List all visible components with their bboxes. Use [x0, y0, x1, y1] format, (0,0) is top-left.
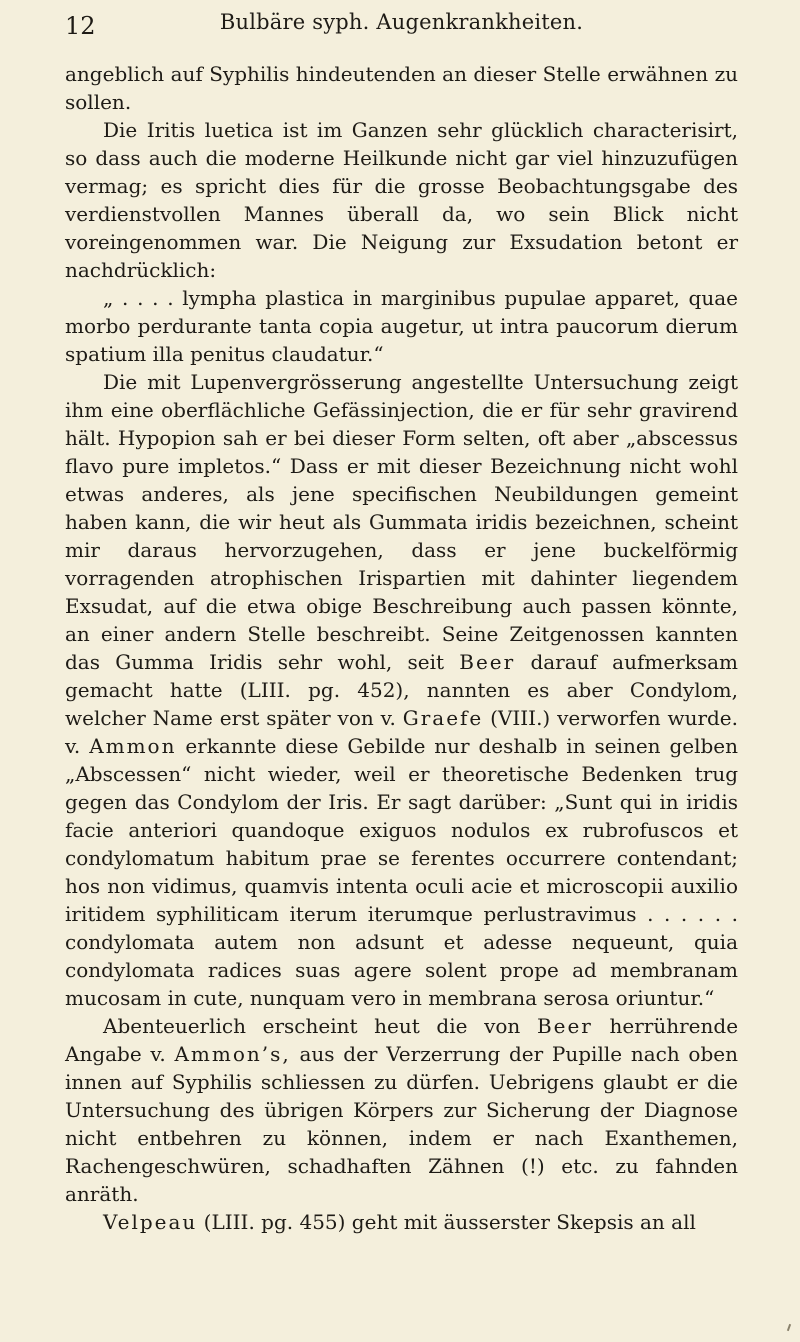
author-name: Ammon’s, [174, 1042, 291, 1066]
text-segment: Die mit Lupenvergrösserung angestellte Untersuchung zeigt ihm eine oberflächliche Gefässinjection, die er für sehr gravirend hält. Hypopion sah er bei dieser Form selten, oft aber „abscessus flavo pure impletos.“ Dass er mit dieser Bezeichnung nicht wohl etwas anderes, als jene specifischen Neubildungen gemeint haben kann, die wir heut als Gummata iridis bezeichnen, scheint mir daraus hervorzugehen, dass er jene buckelförmig vorragenden atrophischen Irispartien mit dahinter liegendem Exsudat, auf die etwa obige Beschreibung auch passen könnte, an einer andern Stelle beschreibt. Seine Zeitgenossen kannten das Gumma Iridis sehr wohl, seit [65, 370, 738, 674]
author-name: Graefe [402, 706, 484, 730]
paragraph-iritis: Die Iritis luetica ist im Ganzen sehr glücklich characterisirt, so dass auch die moderne Heilkunde nicht gar viel hinzuzufügen vermag; es spricht dies für die grosse Beobachtungsgabe des verdienstvollen Mannes überall da, wo sein Blick nicht voreingenommen war. Die Neigung zur Exsudation betont er nachdrücklich: [65, 118, 738, 282]
paragraph-velpeau [65, 1208, 738, 1236]
author-name: Beer [536, 1014, 593, 1038]
author-name: Ammon [89, 734, 177, 758]
text-segment: Abenteuerlich erscheint heut die von [103, 1014, 521, 1038]
text-segment: herrührende Angabe v. [65, 1014, 739, 1066]
paragraph-lupen [65, 368, 738, 1012]
text-segment: erkannte diese Gebilde nur deshalb in seinen gelben „Abscessen“ nicht wieder, weil er theoretische Bedenken trug gegen das Condylom der Iris. Er sagt darüber: „Sunt qui in iridis facie anteriori quandoque exiguos nodulos ex rubrofuscos et condylomatum habitum prae se ferentes occurrere contendant; hos non vidimus, quamvis intenta oculi acie et microscopii auxilio iritidem syphiliticam iterum iterumque perlustravimus . . . . . . condylomata autem non adsunt et adesse nequeunt, quia condylomata radices suas agere solent prope ad membranam mucosam in cute, nunquam vero in membrana serosa oriuntur.“ [65, 734, 738, 1010]
running-head: Bulbäre syph. Augenkrankheiten. [219, 10, 584, 34]
text-segment: aus der Verzerrung der Pupille nach oben innen auf Syphilis schliessen zu dürfen. Uebrigens glaubt er die Untersuchung des übrigen Körpers zur Sicherung der Diagnose nicht entbehren zu können, indem er nach Exanthemen, Rachengeschwüren, schadhaften Zähnen (!) etc. zu fahnden anräth. [65, 1042, 738, 1206]
author-name: Beer [459, 650, 516, 674]
quotation-lympha: „ . . . . lympha plastica in marginibus pupulae apparet, quae morbo perdurante tanta copia augetur, ut intra paucorum dierum spatium illa penitus claudatur.“ [65, 286, 738, 366]
paper-speck [787, 1324, 791, 1331]
text-segment: darauf aufmerksam gemacht hatte (LIII. pg. 452), nannten es aber Condylom, welcher Name erst später von v. [65, 650, 738, 730]
text-segment: (VIII.) verworfen wurde. v. [65, 706, 739, 758]
text-segment: (LIII. pg. 455) geht mit äusserster Skepsis an all [203, 1210, 696, 1234]
author-name: Velpeau [103, 1210, 198, 1234]
paragraph-abenteuerlich [65, 1012, 738, 1208]
page-header [65, 4, 738, 38]
body-text [65, 60, 738, 1236]
page-number: 12 [65, 12, 96, 40]
paragraph-continuation: angeblich auf Syphilis hindeutenden an dieser Stelle erwähnen zu sollen. [65, 62, 738, 114]
